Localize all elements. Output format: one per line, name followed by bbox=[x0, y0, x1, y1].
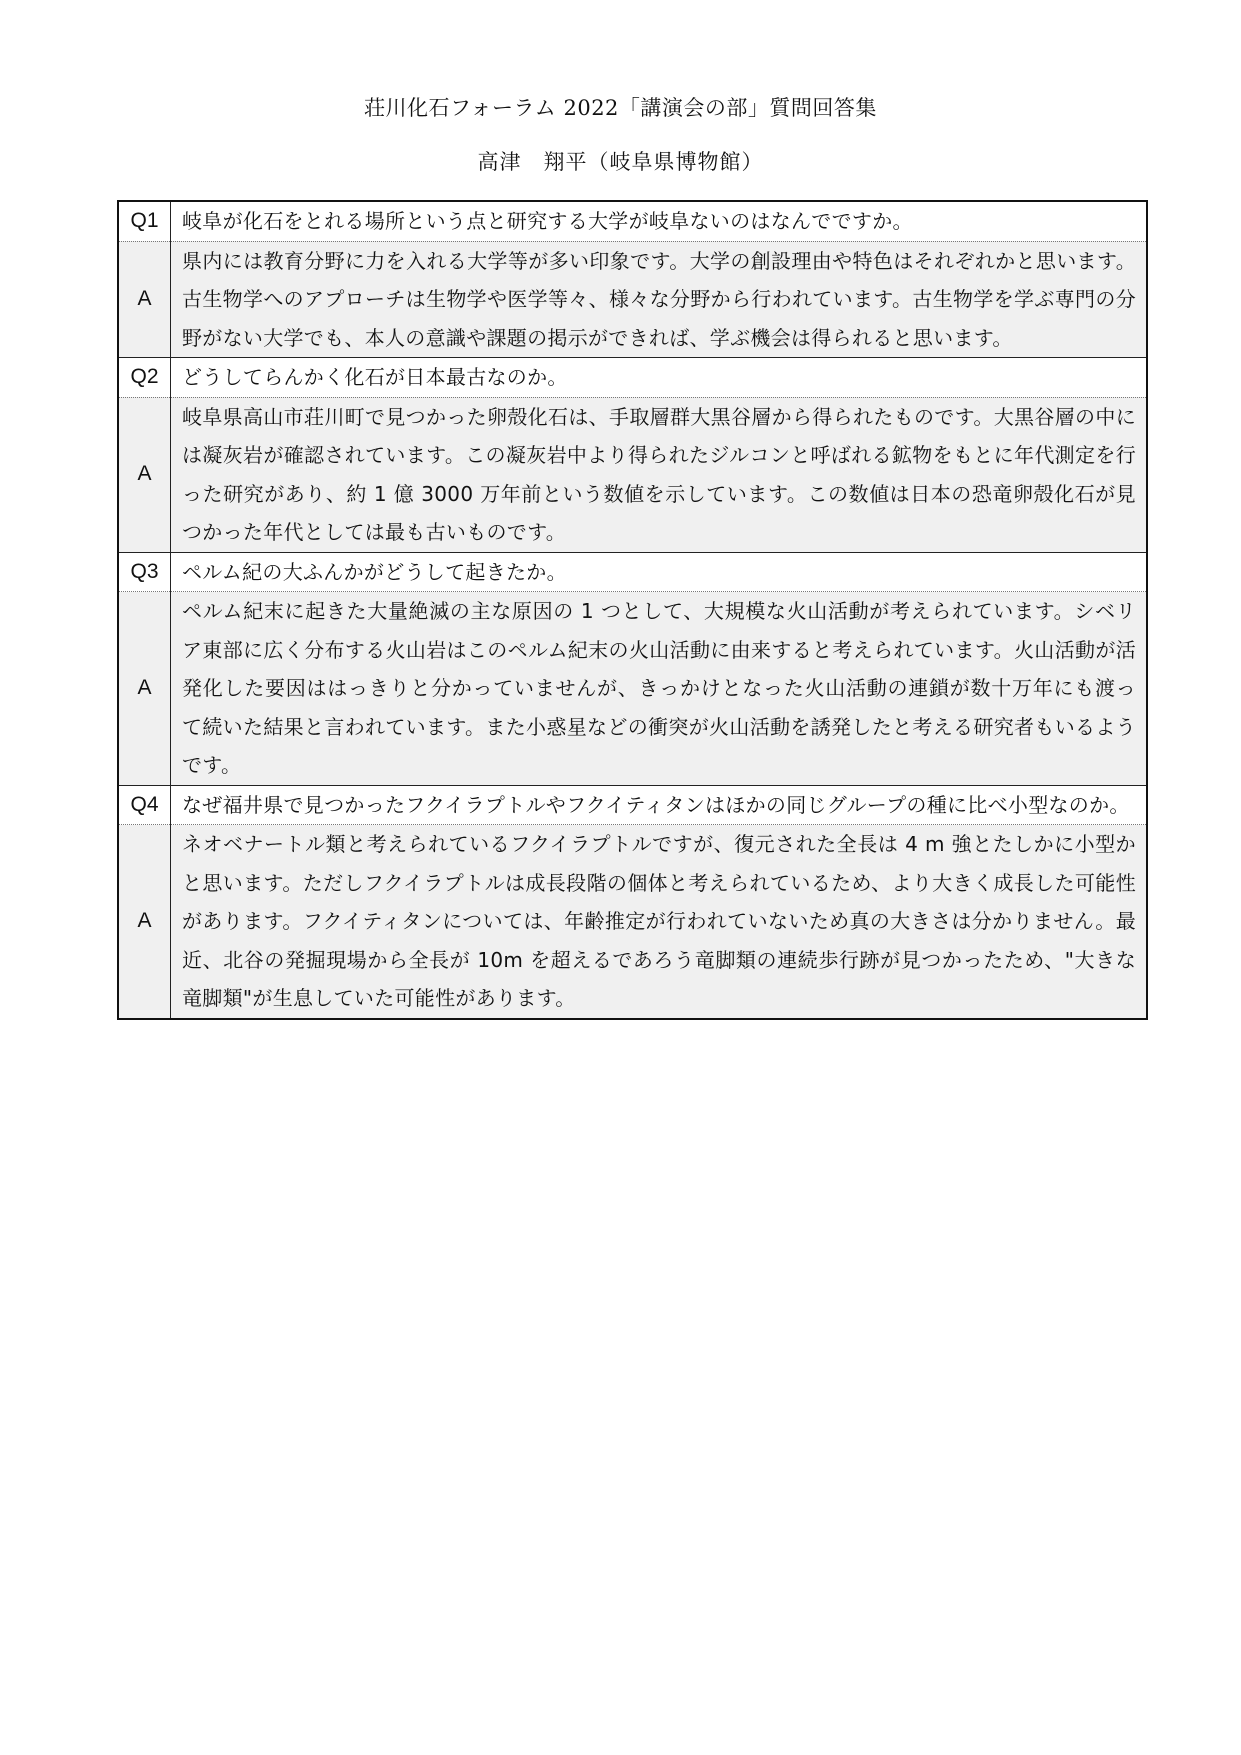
answer-label: A bbox=[118, 592, 171, 786]
answer-label: A bbox=[118, 825, 171, 1019]
question-text: ペルム紀の大ふんかがどうして起きたか。 bbox=[171, 552, 1148, 592]
answer-row bbox=[118, 592, 1147, 786]
question-row bbox=[118, 201, 1147, 241]
answer-text: ペルム紀末に起きた大量絶滅の主な原因の 1 つとして、大規模な火山活動が考えられています。シベリア東部に広く分布する火山岩はこのペルム紀末の火山活動に由来すると考えられています。火山活動が活発化した要因ははっきりと分かっていませんが、きっかけとなった火山活動の連鎖が数十万年にも渡って続いた結果と言われています。また小惑星などの衝突が火山活動を誘発したと考える研究者もいるようです。 bbox=[171, 592, 1148, 786]
question-text: 岐阜が化石をとれる場所という点と研究する大学が岐阜ないのはなんでですか。 bbox=[171, 201, 1148, 241]
qa-table bbox=[117, 200, 1148, 1020]
question-row bbox=[118, 552, 1147, 592]
question-row bbox=[118, 358, 1147, 398]
question-label: Q2 bbox=[118, 358, 171, 398]
question-text: なぜ福井県で見つかったフクイラプトルやフクイティタンはほかの同じグループの種に比べ小型なのか。 bbox=[171, 785, 1148, 825]
question-label: Q4 bbox=[118, 785, 171, 825]
question-label: Q1 bbox=[118, 201, 171, 241]
question-row bbox=[118, 785, 1147, 825]
question-label: Q3 bbox=[118, 552, 171, 592]
document-author: 高津 翔平（岐阜県博物館） bbox=[477, 150, 764, 174]
answer-text: ネオベナートル類と考えられているフクイラプトルですが、復元された全長は 4 m 強とたしかに小型かと思います。ただしフクイラプトルは成長段階の個体と考えられているため、より大きく成長した可能性があります。フクイティタンについては、年齢推定が行われていないため真の大きさは分かりません。最近、北谷の発掘現場から全長が 10m を超えるであろう竜脚類の連続歩行跡が見つかったため、"大きな竜脚類"が生息していた可能性があります。 bbox=[171, 825, 1148, 1019]
answer-label: A bbox=[118, 397, 171, 552]
document-title: 荘川化石フォーラム 2022「講演会の部」質問回答集 bbox=[364, 96, 877, 120]
answer-row bbox=[118, 825, 1147, 1019]
answer-text: 岐阜県高山市荘川町で見つかった卵殻化石は、手取層群大黒谷層から得られたものです。大黒谷層の中には凝灰岩が確認されています。この凝灰岩中より得られたジルコンと呼ばれる鉱物をもとに年代測定を行った研究があり、約 1 億 3000 万年前という数値を示しています。この数値は日本の恐竜卵殻化石が見つかった年代としては最も古いものです。 bbox=[171, 397, 1148, 552]
answer-label: A bbox=[118, 241, 171, 358]
answer-text: 県内には教育分野に力を入れる大学等が多い印象です。大学の創設理由や特色はそれぞれかと思います。古生物学へのアプローチは生物学や医学等々、様々な分野から行われています。古生物学を学ぶ専門の分野がない大学でも、本人の意識や課題の掲示ができれば、学ぶ機会は得られると思います。 bbox=[171, 241, 1148, 358]
question-text: どうしてらんかく化石が日本最古なのか。 bbox=[171, 358, 1148, 398]
answer-row bbox=[118, 241, 1147, 358]
answer-row bbox=[118, 397, 1147, 552]
